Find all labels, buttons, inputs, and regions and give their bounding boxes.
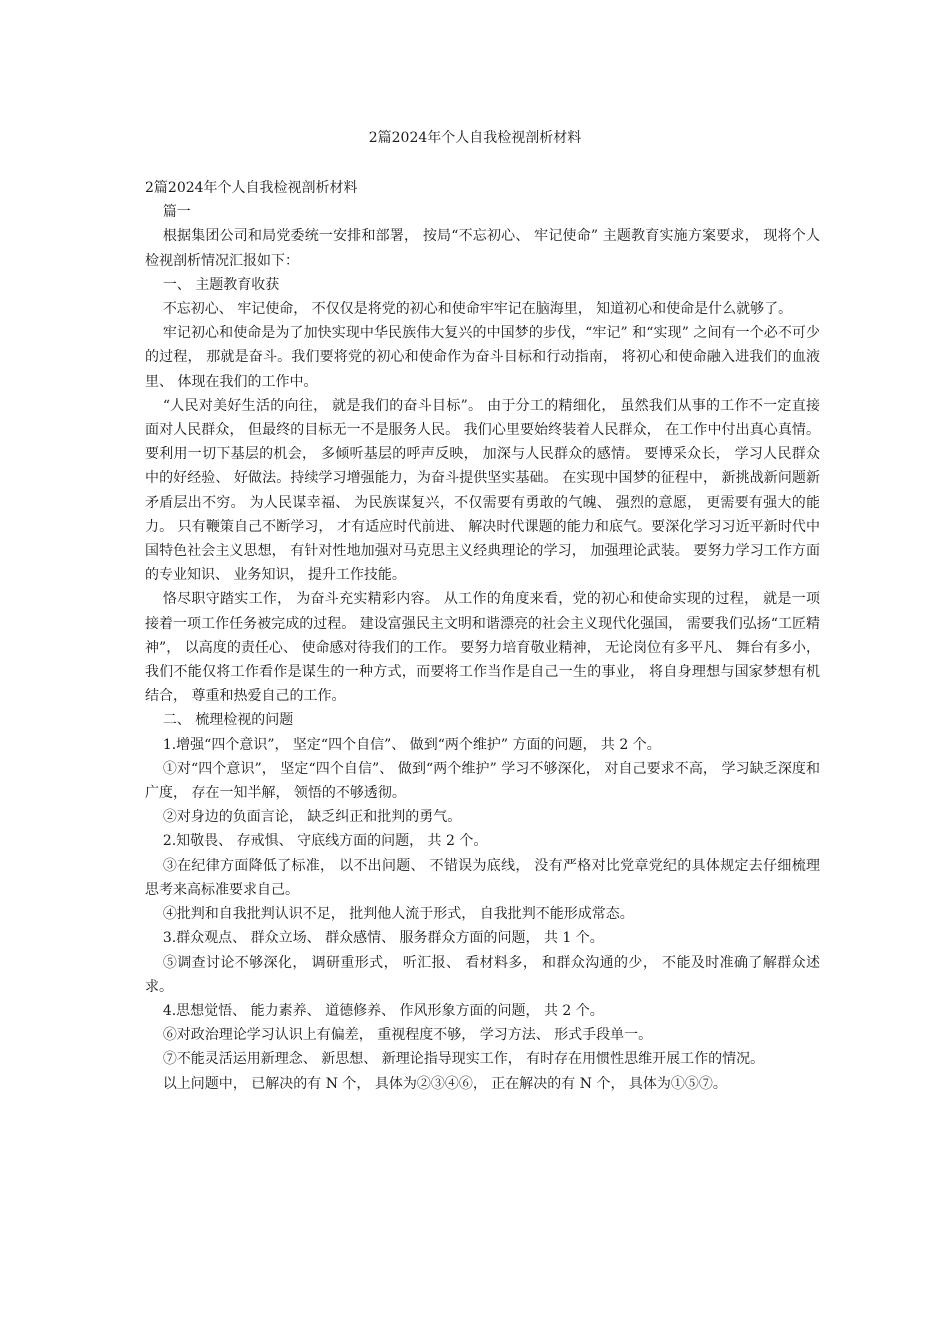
problem-item: ⑥对政治理论学习认识上有偏差， 重视程度不够， 学习方法、 形式手段单一。 (162, 1027, 653, 1044)
problem-item: ⑦不能灵活运用新理念、 新思想、 新理论指导现实工作， 有时存在用惯性思维开展工作的情况。 (162, 1051, 765, 1068)
document-subtitle: 2篇2024年个人自我检视剖析材料 (145, 180, 358, 196)
problem-category: 4.思想觉悟、 能力素养、 道德修养、 作风形象方面的问题， 共 2 个。 (162, 1002, 604, 1019)
problem-item: ⑤调查讨论不够深化， 调研重形式， 听汇报、 看材料多， 和群众沟通的少， 不能及时准确了解群众述求。 (145, 954, 820, 995)
paragraph: 不忘初心、 牢记使命， 不仅仅是将党的初心和使命牢牢记在脑海里， 知道初心和使命是什么就够了。 (162, 301, 793, 318)
document-title: 2篇2024年个人自我检视剖析材料 (368, 130, 582, 146)
problem-category: 3.群众观点、 群众立场、 群众感情、 服务群众方面的问题， 共 1 个。 (162, 930, 604, 947)
problem-item: ④批判和自我批判认识不足， 批判他人流于形式， 自我批判不能形成常态。 (162, 906, 634, 923)
problem-item: ③在纪律方面降低了标准， 以不出问题、 不错误为底线， 没有严格对比党章党纪的具体规定去仔细梳理思考来高标准要求自己。 (145, 857, 820, 898)
heading-section-1: 一、 主题教育收获 (162, 276, 280, 293)
paragraph: 牢记初心和使命是为了加快实现中华民族伟大复兴的中国梦的步伐，“牢记” 和“实现” 之间有一个必不可少的过程， 那就是奋斗。我们要将党的初心和使命作为奋斗目标和行动指南， 将初心和使命融入进我们的血液里、 体现在我们的工作中。 (145, 325, 820, 390)
problem-category: 1.增强“四个意识”， 坚定“四个自信”、 做到“两个维护” 方面的问题， 共 2 个。 (162, 736, 661, 753)
heading-section-2: 二、 梳理检视的问题 (162, 712, 294, 729)
problem-item: ②对身边的负面言论， 缺乏纠正和批判的勇气。 (162, 809, 462, 826)
paragraph-intro: 根据集团公司和局党委统一安排和部署， 按局“不忘初心、 牢记使命” 主题教育实施方案要求， 现将个人检视剖析情况汇报如下： (145, 228, 820, 269)
problem-category: 2.知敬畏、 存戒惧、 守底线方面的问题， 共 2 个。 (162, 833, 488, 850)
section-label: 篇一 (162, 204, 191, 221)
paragraph: 恪尽职守踏实工作， 为奋斗充实精彩内容。 从工作的角度来看，党的初心和使命实现的过程， 就是一项接着一项工作任务被完成的过程。 建设富强民主文明和谐漂亮的社会主义现代化强国， 需要我们弘扬“工匠精神”， 以高度的责任心、 使命感对待我们的工作。 要努力培育敬业精神， 无论岗位有多平凡、 舞台有多小， 我们不能仅将工作看作是谋生的一种方式，而要将工作当作是自己一生的事业， 将自身理想与国家梦想有机结合， 尊重和热爱自己的工作。 (145, 591, 820, 705)
summary-paragraph: 以上问题中， 已解决的有 N 个， 具体为②③④⑥， 正在解决的有 N 个， 具体为①⑤⑦。 (162, 1075, 727, 1092)
paragraph: “人民对美好生活的向往， 就是我们的奋斗目标”。 由于分工的精细化， 虽然我们从事的工作不一定直接面对人民群众， 但最终的目标无一不是服务人民。 我们心里要始终装着人民群众， 在工作中付出真心真情。 要利用一切下基层的机会， 多倾听基层的呼声反映， 加深与人民群众的感情。 要博采众长， 学习人民群众中的好经验、 好做法。持续学习增强能力，为奋斗提供坚实基础。 在实现中国梦的征程中， 新挑战新问题新矛盾层出不穷。 为人民谋幸福、 为民族谋复兴，不仅需要有勇敢的气魄、 强烈的意愿， 更需要有强大的能力。 只有鞭策自己不断学习， 才有适应时代前进、 解决时代课题的能力和底气。要深化学习习近平新时代中国特色社会主义思想， 有针对性地加强对马克思主义经典理论的学习， 加强理论武装。 要努力学习工作方面的专业知识、 业务知识， 提升工作技能。 (145, 397, 820, 584)
document-body (145, 176, 820, 1096)
problem-item: ①对“四个意识”， 坚定“四个自信”、 做到“两个维护” 学习不够深化， 对自己要求不高， 学习缺乏深度和广度， 存在一知半解， 领悟的不够透彻。 (145, 760, 820, 802)
